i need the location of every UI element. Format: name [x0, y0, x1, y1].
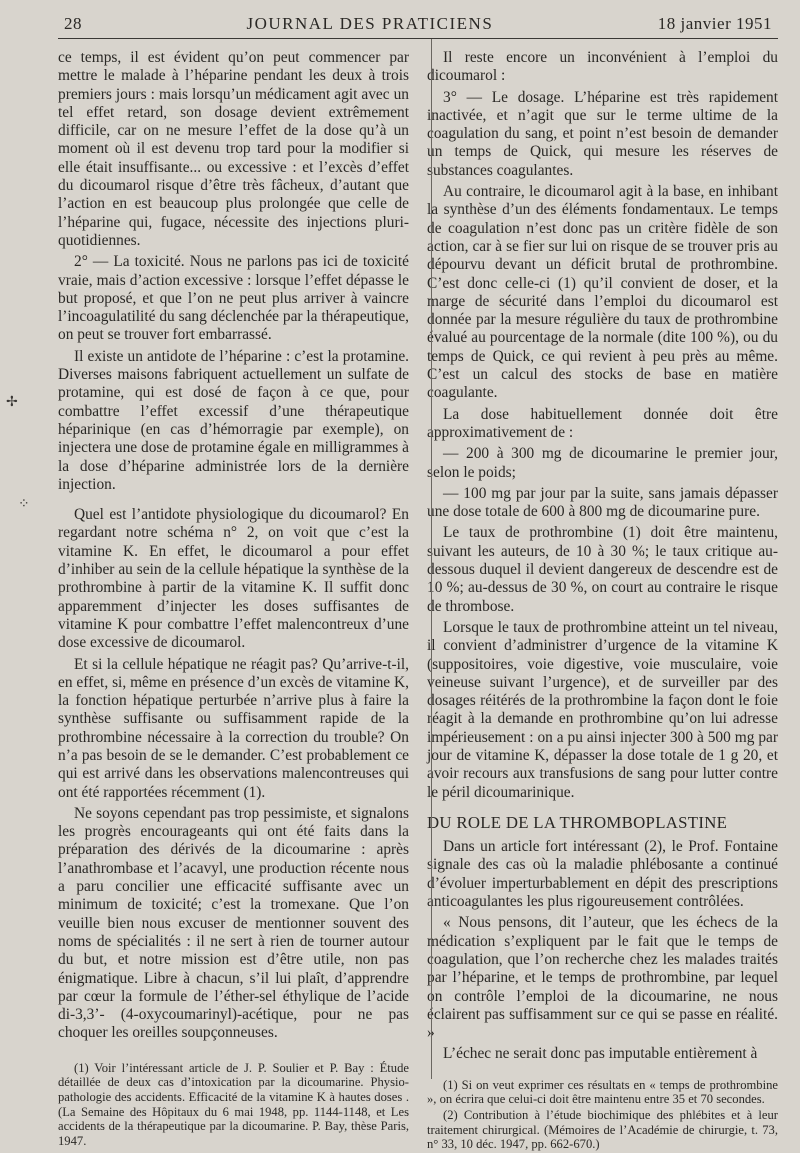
paragraph: Lorsque le taux de prothrombine atteint un tel niveau, il convient d’administrer d’urgence de la vitamine K (suppositoires, voie digestive, voie musculaire, voie veineuse suivant l’urgence), et de surveiller par des dosages réitérés de la prothrombine la façon dont le foie réagit à la demande en prothrombine qu’on lui adresse impérieusement : on a pu ainsi injecter 300 à 500 mg par jour de vitamine K, dépasser la dose totale de 1 g 20, et avoir recours aux transfusions de sang pour lutter contre le péril dicoumarinique. — [427, 618, 778, 801]
paragraph: Et si la cellule hépatique ne réagit pas? Qu’arrive-t-il, en effet, si, même en présence d’un excès de vitamine K, la fonction hépatique perturbée n’arrive plus à faire la synthèse suffisante ou suffisamment rapide de la prothrombine nécessaire à la correction du trouble? On n’a pas besoin de se le demander. C’est probablement ce qui est arrivé dans les observations malencontreuses qui ont été rapportées récemment (1). — [58, 655, 409, 801]
paragraph: Dans un article fort intéressant (2), le Prof. Fontaine signale des cas où la maladie phlébosante a continué d’évoluer imperturbablement en dépit des prescriptions anticoagulantes les plus rigoureusement contrôlées. — [427, 838, 778, 911]
paragraph: — 200 à 300 mg de dicoumarine le premier jour, selon le poids; — [427, 445, 778, 481]
paragraph: Il existe un antidote de l’héparine : c’est la protamine. Diverses maisons fabriquent actuellement un sulfate de protamine, qui est dosé de façon à ce que, pour combattre l’effet excessif d’une thérapeutique héparinique (en cas d’hémorragie par exemple), on injectera une dose de protamine égale en milligrammes à la dose d’héparine administrée lors de la dernière injection. — [58, 347, 409, 493]
right-column — [427, 49, 778, 1153]
paragraph: « Nous pensons, dit l’auteur, que les échecs de la médication s’expliquent par le fait que le temps de coagulation, que l’on recherche chez les malades traités par l’héparine, et le temps de prothrombine, par lequel on contrôle l’emploi de la dicoumarine, ne nous éclairent pas suffisamment sur ce qui se passe en réalité. » — [427, 914, 778, 1042]
footnotes — [427, 1078, 778, 1152]
paragraph: 2° — La toxicité. Nous ne parlons pas ici de toxicité vraie, mais d’action excessive : lorsque l’effet dépasse le but proposé, et que l’on ne peut plus arriver à vaincre l’incoagulatilité du sang déclenchée par la thérapeutique, on peut se trouver fort embarrassé. — [58, 253, 409, 344]
left-column — [58, 49, 409, 1153]
paragraph: L’échec ne serait donc pas imputable entièrement à — [443, 1045, 758, 1063]
margin-mark-icon: ⁘ — [18, 497, 30, 512]
paragraph: Le taux de prothrombine (1) doit être maintenu, suivant les auteurs, de 10 à 30 %; le taux critique au-dessous duquel il devient dangereux de descendre est de 10 %; au-dessus de 30 %, on court au contraire le risque de thrombose. — [427, 524, 778, 615]
two-column-body — [58, 49, 778, 1153]
paragraph: ce temps, il est évident qu’on peut commencer par mettre le malade à l’héparine pendant les deux à trois premiers jours : mais lorsqu’un médicament agit avec un tel effet retard, son dosage devient extrêmement difficile, car on ne mesure l’effet de la dose qu’à un moment où il est devenu trop tard pour la modifier si elle était insuffisante... ou excessive : et l’excès d’effet du dicoumarol risque d’être très fâcheux, d’autant que l’action en est beaucoup plus prolongée que celle de l’héparine qui, fugace, nécessite des injections pluri-quotidiennes. — [58, 49, 409, 249]
footnotes — [58, 1061, 409, 1149]
paragraph: Il reste encore un inconvénient à l’emploi du dicoumarol : — [427, 49, 778, 85]
paragraph: Au contraire, le dicoumarol agit à la base, en inhibant la synthèse d’un des éléments fondamentaux. Le temps de coagulation n’est donc pas un critère fidèle de son action, car à se fier sur lui on risque de se trouver pris au dépourvu devant un déficit brutal de prothrombine. C’est donc celle-ci (1) qu’il convient de doser, et la marge de sécurité dans l’emploi du dicoumarol est donnée par la mesure régulière du taux de prothrombine évalué au pourcentage de la normale (dite 100 %), ou du temps de Quick, ce qui revient à peu près au même. C’est un calcul des stocks de base en matière coagulante. — [427, 183, 778, 402]
paragraph: Quel est l’antidote physiologique du dicoumarol? En regardant notre schéma n° 2, on voit que c’est la vitamine K. En effet, le dicoumarol a pour effet d’inhiber au sein de la cellule hépatique la synthèse de la prothrombine à partir de la vitamine K. Il suffit donc apparemment d’injecter les doses suffisantes de vitamine K pour combattre l’effet malencontreux d’une dose excessive de dicoumarol. — [58, 506, 409, 652]
paragraph: Ne soyons cependant pas trop pessimiste, et signalons les progrès encourageants qui ont été faits dans la préparation des dérivés de la dicoumarine : après l’anathrombase et l’acavyl, une production récente nous a paru concilier une efficacité suffisante avec un minimum de toxicité; c’est la tromexane. Que l’on veuille bien nous excuser de mentionner souvent des noms de spécialités : il ne sert à rien de tourner autour du but, et notre mission est d’être utile, non pas énigmatique. Libre à chacun, s’il lui plaît, d’apprendre par cœur la formule de l’éther-sel éthylique de l’acide di-3,3’- (4-oxycoumarinyl)-acétique, pour ne pas choquer les oreilles soupçonneuses. — [58, 804, 409, 1042]
column-divider — [431, 39, 432, 1079]
journal-title: JOURNAL DES PRATICIENS — [246, 14, 494, 33]
footnote: (1) Si on veut exprimer ces résultats en « temps de prothrombine », on écrira que celui-ci doit être maintenu entre 35 et 70 secondes. — [427, 1077, 778, 1107]
page-number: 28 — [64, 14, 82, 33]
margin-mark-icon: ✢ — [6, 395, 18, 410]
issue-date: 18 janvier 1951 — [657, 14, 772, 33]
section-title: DU ROLE DE LA THROMBOPLASTINE — [427, 812, 728, 832]
paragraph: 3° — Le dosage. L’héparine est très rapidement inactivée, et n’agit que sur le terme ultime de la coagulation du sang, et point n’est besoin de demander un temps de Quick, qui mesure les réserves de substances coagulantes. — [427, 88, 778, 179]
paragraph: La dose habituellement donnée doit être approximativement de : — [427, 405, 778, 441]
footnote: (2) Contribution à l’étude biochimique des phlébites et à leur traitement chirurgical. (Mémoires de l’Académie de chirurgie, t. 73, n° 33, 10 déc. 1947, pp. 662-670.) — [427, 1107, 778, 1152]
page-header — [58, 14, 778, 39]
paragraph: — 100 mg par jour par la suite, sans jamais dépasser une dose totale de 600 à 800 mg de dicoumarine pure. — [427, 484, 778, 521]
footnote: (1) Voir l’intéressant article de J. P. Soulier et P. Bay : Étude détaillée de deux cas d’intoxication par la dicoumarine. Physio-pathologie des accidents. Efficacité de la vitamine K à hautes doses .(La Semaine des Hôpitaux du 6 mai 1948, pp. 1144-1148, et Les accidents de la thérapeutique par la dicoumarine. P. Bay, thèse Paris, 1947. — [58, 1060, 409, 1148]
